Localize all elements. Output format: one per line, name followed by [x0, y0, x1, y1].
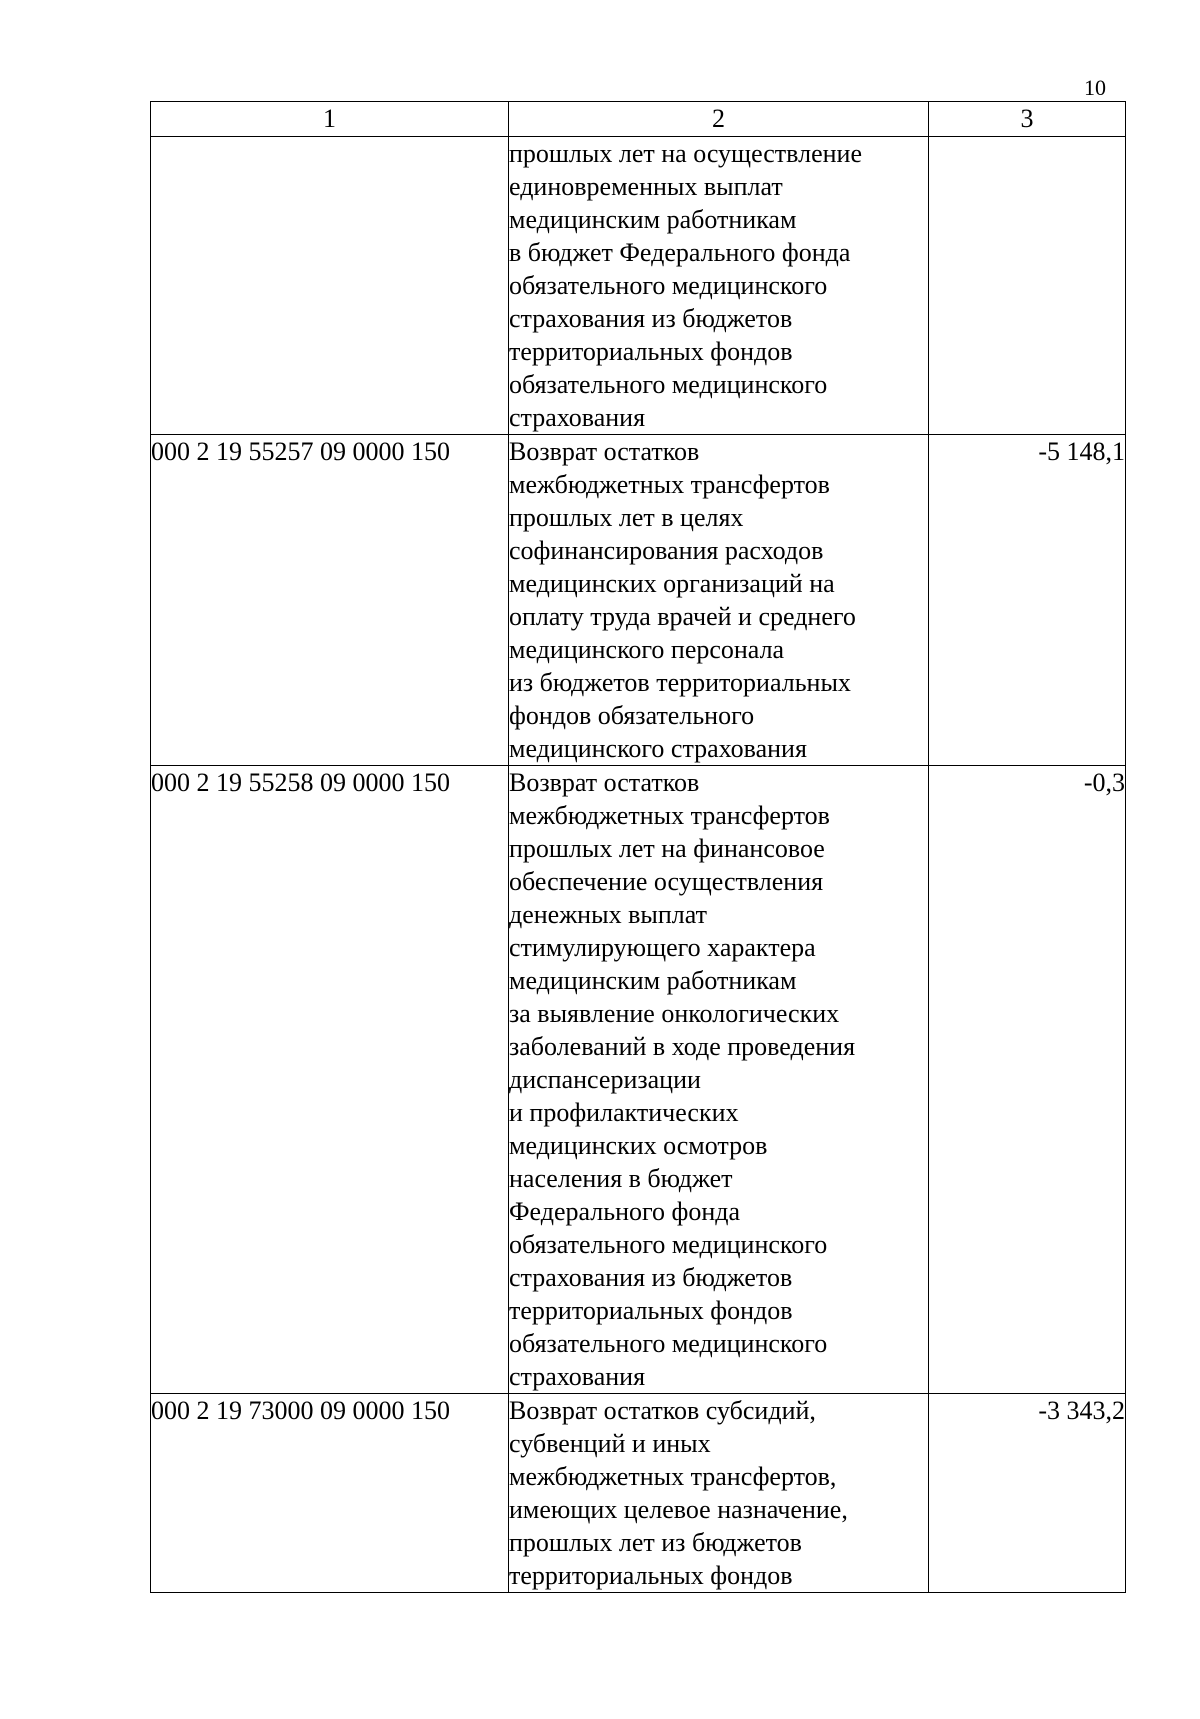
table-row: [151, 766, 1126, 1394]
table-body: [151, 137, 1126, 1593]
description-line: медицинского персонала: [509, 635, 785, 664]
description-line: прошлых лет из бюджетов: [509, 1528, 802, 1557]
description-line: Федерального фонда: [509, 1197, 741, 1226]
description-line: территориальных фондов: [509, 1561, 793, 1590]
table-row: [151, 435, 1126, 766]
description-line: Возврат остатков субсидий,: [509, 1396, 816, 1425]
description-line: населения в бюджет: [509, 1164, 733, 1193]
description-line: страхования: [509, 403, 646, 432]
description-line: единовременных выплат: [509, 172, 783, 201]
description-line: страхования из бюджетов: [509, 1263, 793, 1292]
description-line: Возврат остатков: [509, 768, 700, 797]
description-line: межбюджетных трансфертов: [509, 470, 830, 499]
description-cell: [509, 766, 929, 1394]
description-line: медицинским работникам: [509, 966, 797, 995]
description-cell: [509, 1394, 929, 1593]
description-line: территориальных фондов: [509, 337, 793, 366]
description-line: медицинских организаций на: [509, 569, 835, 598]
description-line: субвенций и иных: [509, 1429, 711, 1458]
description-line: обеспечение осуществления: [509, 867, 824, 896]
amount-cell: -0,3: [929, 766, 1126, 1394]
description-line: прошлых лет на осуществление: [509, 139, 862, 168]
column-header-3: 3: [929, 102, 1126, 137]
description-line: межбюджетных трансфертов: [509, 801, 830, 830]
description-line: страхования: [509, 1362, 646, 1391]
budget-code-cell: 000 2 19 55257 09 0000 150: [151, 435, 509, 766]
description-line: за выявление онкологических: [509, 999, 840, 1028]
amount-cell: [929, 137, 1126, 435]
description-line: стимулирующего характера: [509, 933, 816, 962]
description-line: обязательного медицинского: [509, 370, 828, 399]
budget-code-cell: 000 2 19 73000 09 0000 150: [151, 1394, 509, 1593]
column-header-1: 1: [151, 102, 509, 137]
page-number: 10: [1084, 75, 1106, 100]
description-line: имеющих целевое назначение,: [509, 1495, 848, 1524]
description-line: прошлых лет на финансовое: [509, 834, 825, 863]
description-line: Возврат остатков: [509, 437, 700, 466]
description-line: фондов обязательного: [509, 701, 755, 730]
column-header-2: 2: [509, 102, 929, 137]
budget-code-cell: [151, 137, 509, 435]
description-line: медицинского страхования: [509, 734, 807, 763]
description-line: обязательного медицинского: [509, 271, 828, 300]
description-line: обязательного медицинского: [509, 1329, 828, 1358]
description-line: медицинским работникам: [509, 205, 797, 234]
table-header-row: [151, 102, 1126, 137]
description-line: обязательного медицинского: [509, 1230, 828, 1259]
description-cell: [509, 435, 929, 766]
budget-code-cell: 000 2 19 55258 09 0000 150: [151, 766, 509, 1394]
description-line: оплату труда врачей и среднего: [509, 602, 856, 631]
description-line: межбюджетных трансфертов,: [509, 1462, 837, 1491]
description-line: медицинских осмотров: [509, 1131, 768, 1160]
description-line: диспансеризации: [509, 1065, 701, 1094]
amount-cell: -5 148,1: [929, 435, 1126, 766]
description-line: страхования из бюджетов: [509, 304, 793, 333]
description-line: софинансирования расходов: [509, 536, 824, 565]
description-cell: [509, 137, 929, 435]
amount-cell: -3 343,2: [929, 1394, 1126, 1593]
description-line: прошлых лет в целях: [509, 503, 744, 532]
table-row: [151, 1394, 1126, 1593]
description-line: из бюджетов территориальных: [509, 668, 851, 697]
description-line: в бюджет Федерального фонда: [509, 238, 851, 267]
description-line: денежных выплат: [509, 900, 707, 929]
budget-table: [150, 101, 1126, 1593]
description-line: заболеваний в ходе проведения: [509, 1032, 856, 1061]
table-row: [151, 137, 1126, 435]
description-line: территориальных фондов: [509, 1296, 793, 1325]
description-line: и профилактических: [509, 1098, 739, 1127]
